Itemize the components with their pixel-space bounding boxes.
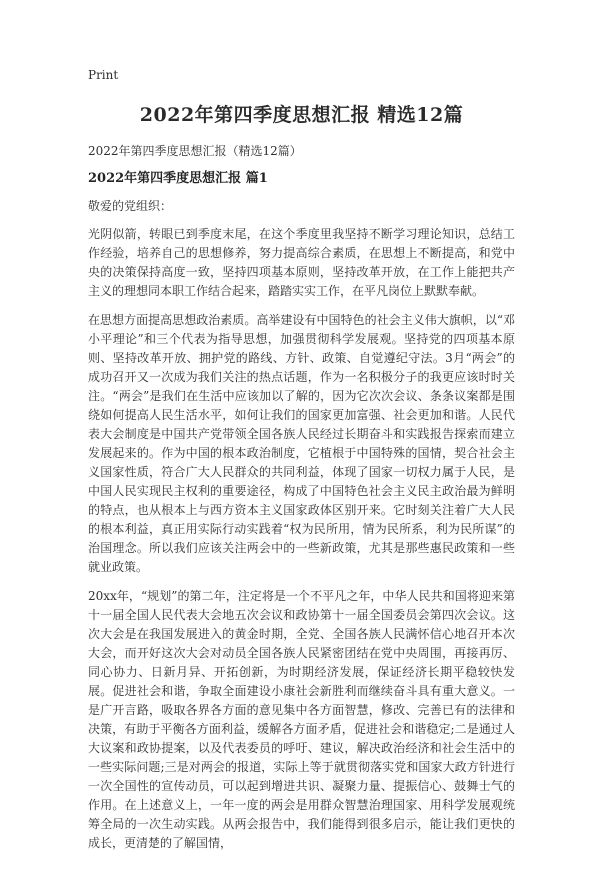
print-link[interactable]: Print xyxy=(88,68,119,82)
document-subtitle: 2022年第四季度思想汇报（精选12篇） xyxy=(88,144,302,158)
body-paragraph-1: 光阴似箭，转眼已到季度末尾，在这个季度里我坚持不断学习理论知识，总结工作经验，培养自己的思想修养，努力提高综合素质，在思想上不断提高，和党中央的决策保持高度一致，坚持四项基本原则，坚持改革开放，在工作上能把共产主义的理想同本职工作结合起来，踏踏实实工作，在平凡岗位上默默奉献。 xyxy=(88,227,515,298)
body-paragraph-3: 20xx年，“规划”的第二年，注定将是一个不平凡之年，中华人民共和国将迎来第十一届全国人民代表大会地五次会议和政协第十一届全国委员会第四次会议。这次大会是在我国发展进入的黄金时期，全党、全国各族人民满怀信心地召开本次大会，而开好这次大会对动员全国各族人民紧密团结在党中央周围，再接再厉、同心协力、日新月异、开拓创新，为时期经济发展，保证经济长期平稳较快发展。促进社会和谐，争取全面建设小康社会新胜利而继续奋斗具有重大意义。一是广开言路，吸取各界各方面的意见集中各方面智慧，修改、完善已有的法律和决策，有助于平衡各方面利益，缓解各方面矛盾，促进社会和谐稳定;二是通过人大议案和政协提案，以及代表委员的呼吁、建议，解决政治经济和社会生活中的一些实际问题;三是对两会的报道，实际上等于就贯彻落实党和国家大政方针进行一次全国性的宣传动员，可以起到增进共识、凝聚力量、提振信心、鼓舞士气的作用。在上述意义上，一年一度的两会是用群众智慧治理国家、用科学发展观统筹全局的一次生动实践。从两会报告中，我们能得到很多启示，能让我们更快的成长，更清楚的了解国情， xyxy=(88,589,515,850)
section-heading-part-1: 2022年第四季度思想汇报 篇1 xyxy=(88,171,268,186)
salutation-line: 敬爱的党组织： xyxy=(88,199,173,213)
body-paragraph-2: 在思想方面提高思想政治素质。高举建设有中国特色的社会主义伟大旗帜，以“邓小平理论”和三个代表为指导思想，加强贯彻科学发展观。坚持党的四项基本原则、坚持改革开放、拥护党的路线、方针、政策、自觉遵纪守法。3月“两会”的成功召开又一次成为我们关注的热点话题，作为一名积极分子的我更应该时时关注。“两会”是我们在生活中应该加以了解的，因为它次次会议、条条议案都是围绕如何提高人民生活水平，如何让我们的国家更加富强、社会更加和谐。人民代表大会制度是中国共产党带领全国各族人民经过长期奋斗和实践报告探索而建立发展起来的。作为中国的根本政治制度，它植根于中国特殊的国情，契合社会主义国家性质，符合广大人民群众的共同利益，体现了国家一切权力属于人民，是中国人民实现民主权利的重要途径，构成了中国特色社会主义民主政治最为鲜明的特点，也从根本上与西方资本主义国家政体区别开来。它时刻关注着广大人民的根本利益，真正用实际行动实践着“权为民所用，情为民所系，利为民所谋”的治国理念。所以我们应该关注两会中的一些新政策，尤其是那些惠民政策和一些就业政策。 xyxy=(88,313,515,574)
document-title: 2022年第四季度思想汇报 精选12篇 xyxy=(139,104,464,126)
